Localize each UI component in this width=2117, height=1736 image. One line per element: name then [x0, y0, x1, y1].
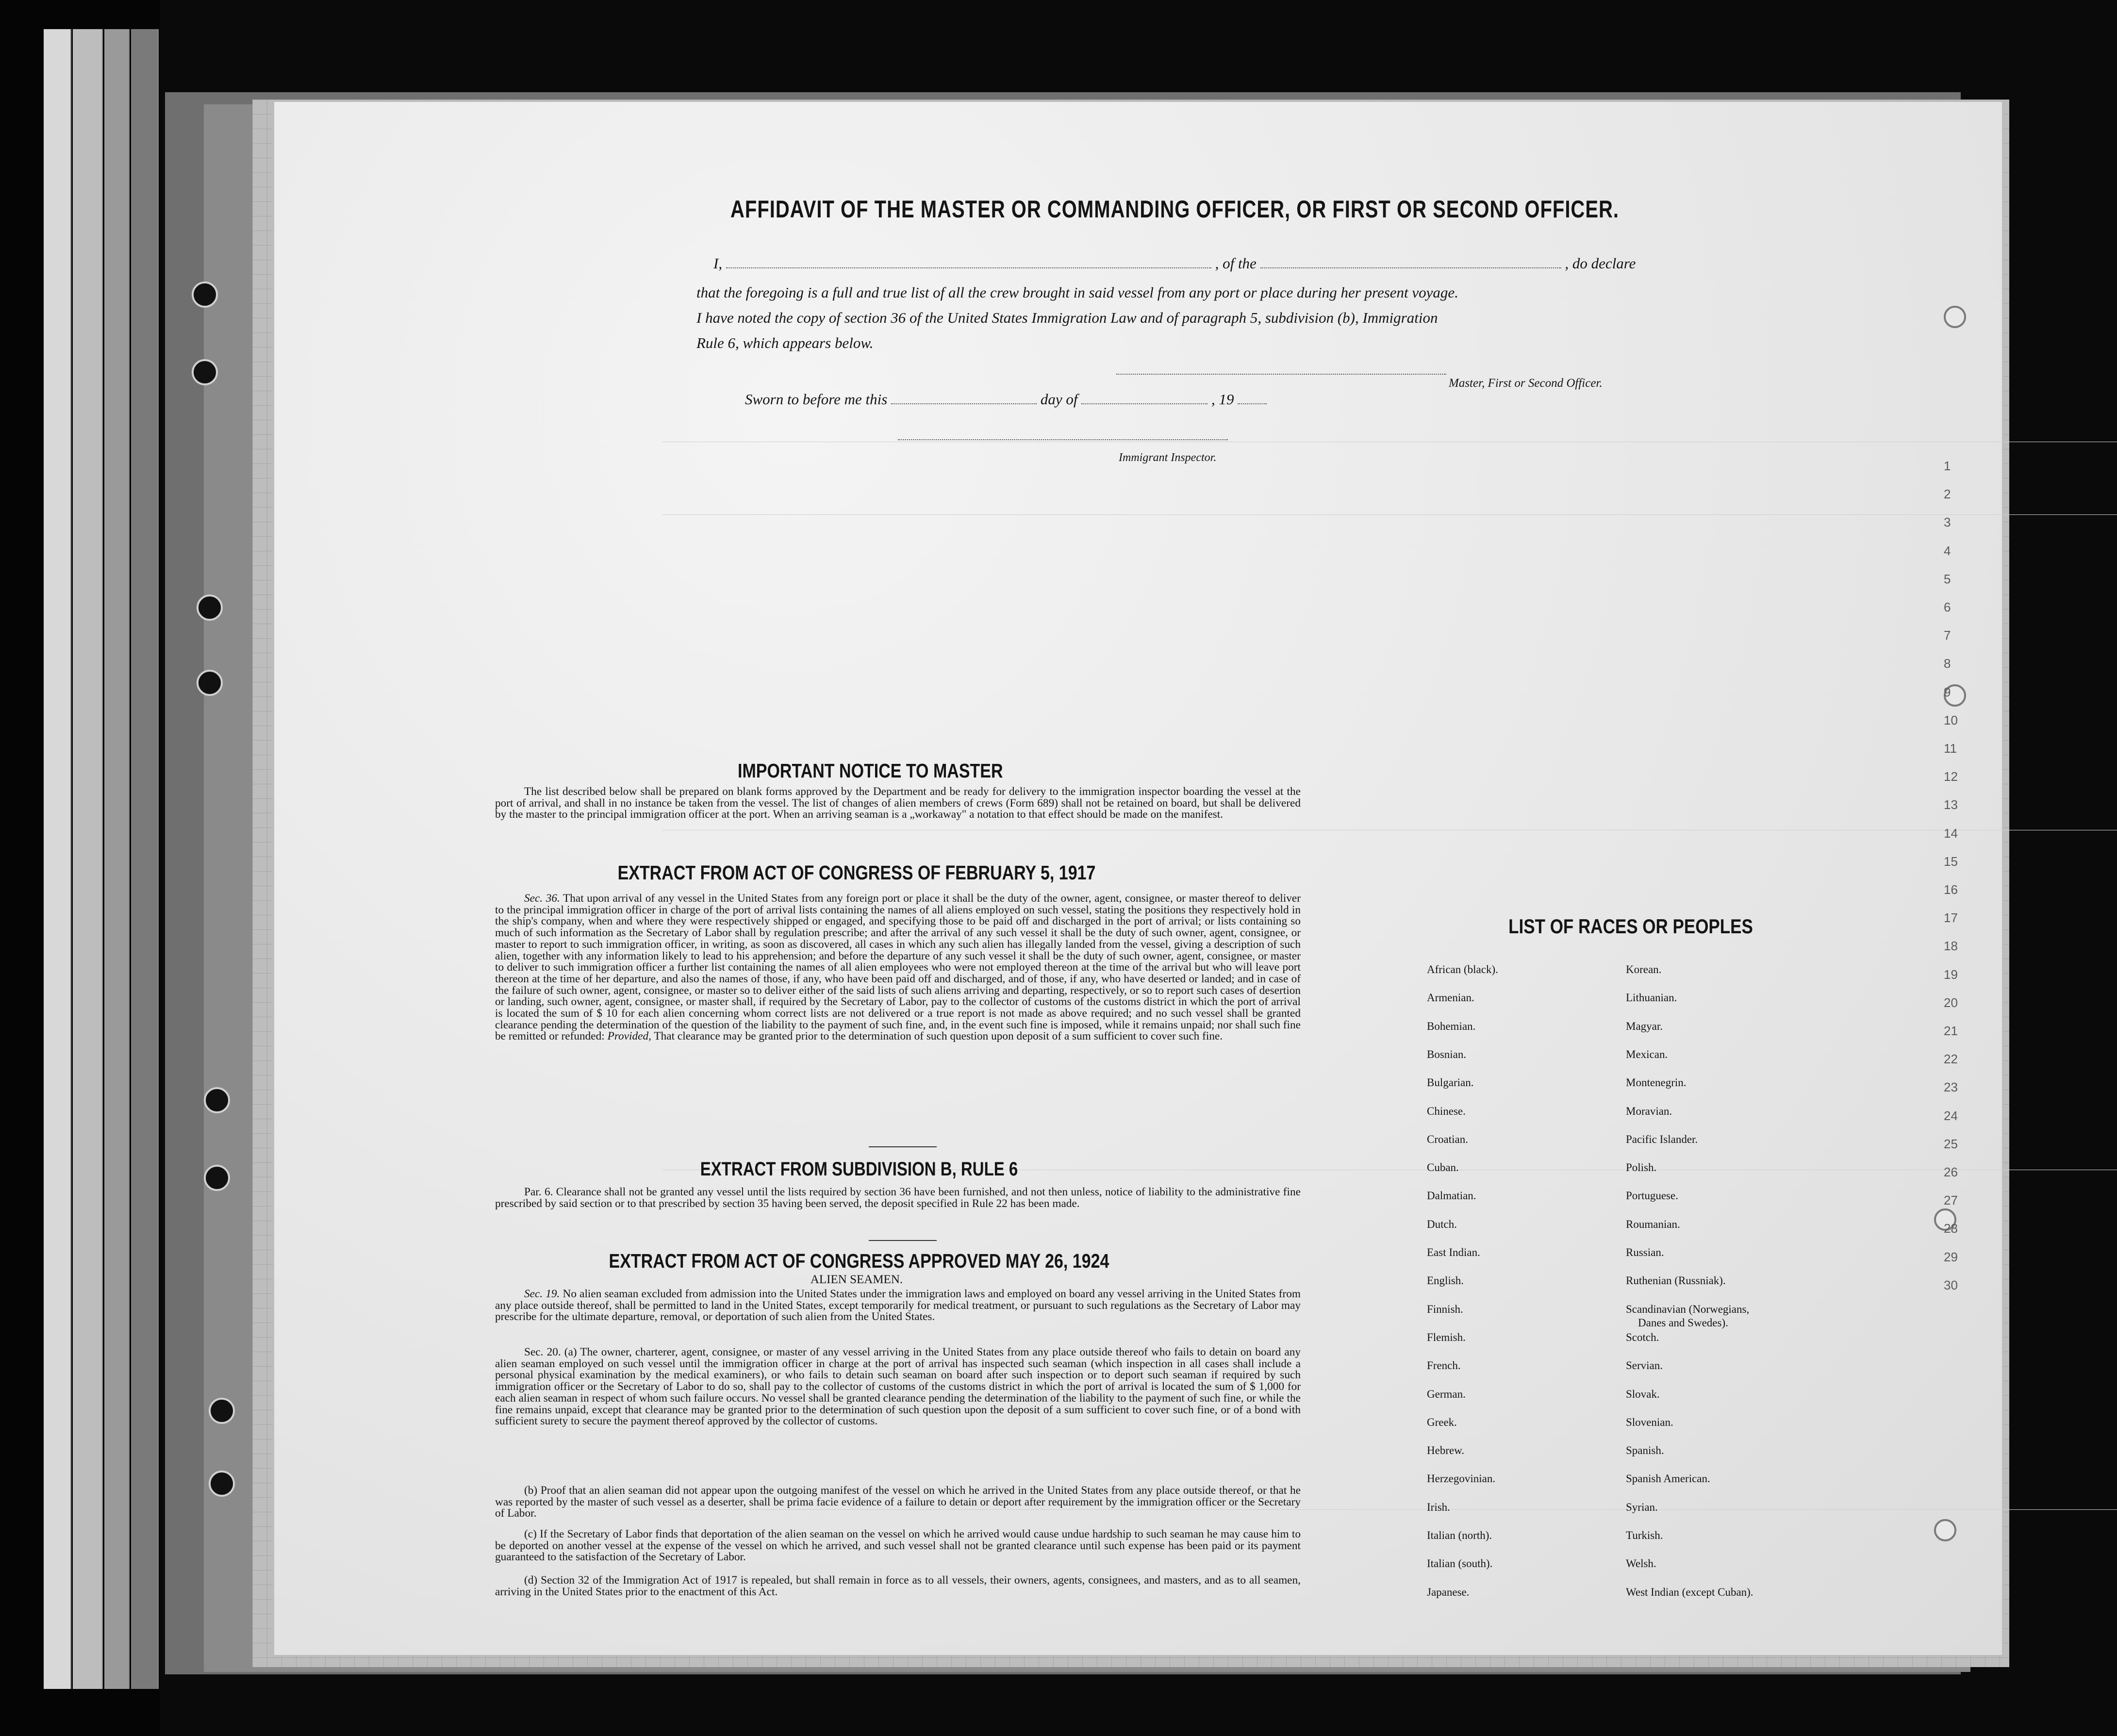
race-item: Greek.	[1427, 1416, 1457, 1428]
row-number: 7	[1944, 628, 1951, 643]
race-item: African (black).	[1427, 963, 1498, 975]
extract-rule6-title: EXTRACT FROM SUBDIVISION B, RULE 6	[700, 1158, 1018, 1180]
affidavit-text: Sworn to before me this	[745, 391, 888, 408]
race-item: Bosnian.	[1427, 1048, 1467, 1060]
row-number: 20	[1944, 995, 1958, 1010]
inspector-label: Immigrant Inspector.	[1119, 451, 1217, 464]
race-item: Bohemian.	[1427, 1020, 1476, 1032]
race-item: Korean.	[1626, 963, 1662, 975]
race-item: Portuguese.	[1626, 1190, 1678, 1202]
affidavit-text: I,	[713, 255, 723, 272]
affidavit-text: I have noted the copy of section 36 of the United States Immigration Law and of paragraph 5, subdivision (b), Immigration	[696, 309, 1438, 326]
row-number: 17	[1944, 910, 1958, 926]
race-item: English.	[1427, 1274, 1464, 1287]
row-number: 11	[1944, 741, 1957, 756]
inspector-blank[interactable]	[898, 439, 1228, 440]
affidavit-declaration-line	[713, 255, 1636, 272]
race-item: Herzegovinian.	[1427, 1472, 1496, 1485]
race-item: Scotch.	[1626, 1331, 1659, 1343]
race-item: French.	[1427, 1359, 1461, 1372]
affidavit-text: day of	[1040, 391, 1078, 408]
race-item: West Indian (except Cuban).	[1626, 1586, 1753, 1598]
race-item: Cuban.	[1427, 1161, 1459, 1174]
row-number: 6	[1944, 600, 1951, 614]
extract-1917-title: EXTRACT FROM ACT OF CONGRESS OF FEBRUARY 5, 1917	[617, 862, 1096, 884]
race-item: Magyar.	[1626, 1020, 1663, 1032]
race-item: Ruthenian (Russniak).	[1626, 1274, 1726, 1287]
race-item: Montenegrin.	[1626, 1076, 1687, 1089]
race-item: Italian (south).	[1427, 1557, 1493, 1570]
section-text: No alien seaman excluded from admission into the United States under the immigration laws and employed on board any vessel arriving in the United States from any place outside thereof, shall be permitted to land in the United States, except temporarily for medical treatment, or pursuant to such regulations as the Secretary of Labor may prescribe for the ultimate departure, removal, or deportation of such alien from the United States.	[495, 1288, 1301, 1323]
race-item: Slovenian.	[1626, 1416, 1673, 1428]
sec-20a-text: Sec. 20. (a) The owner, charterer, agent, consignee, or master of any vessel arriving in the United States from any place outside thereof who fails to detain on board any alien seaman employed on such vessel until the immigration officer in charge at the port of arrival has inspected such seaman (which inspection in all cases shall include a personal physical examination by the medical examiners), or who fails to detain such seaman on board after such inspection or to deport such seaman if required by such immigration officer or the Secretary of Labor to do so, shall pay to the collector of customs of the customs district in which the port of arrival is located the sum of $ 1,000 for each alien seaman in respect of whom such failure occurs. No vessel shall be granted clearance pending the determination of the liability to the payment of such fine, or while the fine remains unpaid, except that clearance may be granted prior to the determination of such question upon the deposit of a sum sufficient to cover such fine, or of a bond with sufficient surety to secure the payment thereof approved by the collector of customs.	[495, 1346, 1301, 1428]
row-number: 5	[1944, 571, 1951, 586]
row-number: 22	[1944, 1052, 1958, 1067]
row-number: 4	[1944, 543, 1951, 558]
row-number: 1	[1944, 459, 1951, 473]
sworn-line	[745, 391, 1267, 408]
row-number: 14	[1944, 826, 1958, 841]
row-number: 12	[1944, 769, 1958, 784]
row-number: 29	[1944, 1249, 1958, 1264]
divider-rule	[869, 1146, 937, 1147]
row-number: 16	[1944, 882, 1958, 897]
notice-text: The list described below shall be prepared on blank forms approved by the Department and be ready for delivery to the immigration inspector boarding the vessel at the port of arrival, and shall in no instance be taken from the vessel. The list of changes of alien members of crews (Form 689) shall not be retained on board, but shall be delivered by the master to the principal immigration officer at the port. When an arriving seaman is a „workaway" a notation to that effect should be made on the manifest.	[495, 785, 1301, 821]
affidavit-text: Rule 6, which appears below.	[696, 334, 874, 351]
race-item: Turkish.	[1626, 1529, 1663, 1541]
row-number: 25	[1944, 1136, 1958, 1151]
affidavit-text: , 19	[1211, 391, 1234, 408]
races-title: LIST OF RACES OR PEOPLES	[1508, 915, 1753, 938]
race-item: Moravian.	[1626, 1105, 1672, 1117]
race-item: Welsh.	[1626, 1557, 1656, 1570]
section-label: Sec. 19.	[524, 1288, 560, 1300]
race-item: East Indian.	[1427, 1246, 1480, 1258]
race-item: Armenian.	[1427, 992, 1474, 1004]
row-number: 9	[1944, 684, 1951, 699]
row-number: 23	[1944, 1080, 1958, 1095]
row-number: 19	[1944, 967, 1958, 982]
row-number: 26	[1944, 1165, 1958, 1179]
race-item: Spanish.	[1626, 1444, 1664, 1457]
affidavit-text: , do declare	[1565, 255, 1636, 272]
proviso-text: That clearance may be granted prior to the determination of such question upon deposit of a sum sufficient to cover such fine.	[654, 1030, 1223, 1043]
month-blank[interactable]	[1081, 403, 1207, 404]
race-item: Irish.	[1427, 1501, 1450, 1513]
section-label: Sec. 36.	[524, 892, 560, 905]
race-item: Spanish American.	[1626, 1472, 1710, 1485]
divider-rule	[869, 1240, 937, 1241]
row-number: 13	[1944, 797, 1958, 812]
race-item: Bulgarian.	[1427, 1076, 1474, 1089]
race-item: Dalmatian.	[1427, 1190, 1476, 1202]
race-item: Italian (north).	[1427, 1529, 1492, 1541]
race-item: Polish.	[1626, 1161, 1657, 1174]
row-number: 2	[1944, 487, 1951, 502]
signature-label: Master, First or Second Officer.	[1449, 377, 1603, 390]
affidavit-title: AFFIDAVIT OF THE MASTER OR COMMANDING OFFICER, OR FIRST OR SECOND OFFICER.	[730, 196, 1619, 223]
race-item: Chinese.	[1427, 1105, 1466, 1117]
row-number: 24	[1944, 1108, 1958, 1123]
race-item: Russian.	[1626, 1246, 1664, 1258]
race-item: Syrian.	[1626, 1501, 1658, 1513]
year-blank[interactable]	[1238, 403, 1267, 404]
row-number: 8	[1944, 656, 1951, 671]
signature-blank[interactable]	[1116, 374, 1446, 375]
row-number: 18	[1944, 939, 1958, 954]
row-number: 10	[1944, 712, 1958, 727]
race-item: Servian.	[1626, 1359, 1663, 1372]
race-item: Hebrew.	[1427, 1444, 1465, 1457]
row-number: 21	[1944, 1024, 1958, 1038]
day-blank[interactable]	[891, 403, 1037, 404]
affidavit-text: , of the	[1215, 255, 1257, 272]
race-item: Scandinavian (Norwegians,	[1626, 1303, 1750, 1315]
race-item: Finnish.	[1427, 1303, 1463, 1315]
extract-rule6-text: Par. 6. Clearance shall not be granted any vessel until the lists required by section 36 have been furnished, and not then unless, notice of liability to the administrative fine prescribed by said section or to that prescribed by section 35 having been served, the deposit specified in Rule 22 has been made.	[495, 1186, 1301, 1210]
race-item: Japanese.	[1427, 1586, 1470, 1598]
sec-20c-text: (c) If the Secretary of Labor finds that deportation of the alien seaman on the vessel on which he arrived would cause undue hardship to such seaman he may cause him to be deported on another vessel at the expense of the vessel on which he arrived, and such vessel shall not be granted clearance until such expense has been paid or its payment guaranteed to the satisfaction of the Secretary of Labor.	[495, 1528, 1301, 1564]
notice-title: IMPORTANT NOTICE TO MASTER	[738, 760, 1003, 782]
sec-19-text	[495, 1289, 1301, 1323]
section-text: That upon arrival of any vessel in the United States from any foreign port or place it shall be the duty of the owner, agent, consignee, or master thereof to deliver to the principal immigration officer in charge of the port of arrival lists containing the names of all aliens employed on such vessel, stating the positions they respectively hold in the ship's company, when and where they were respectively shipped or engaged, and specifying those to be paid off and discharged in the port of arrival; or lists containing so much of such information as the Secretary of Labor shall by regulation prescribe; and after the arrival of any such vessel it shall be the duty of such owner, agent, consignee, or master to report to such immigration officer, in writing, as soon as discovered, all cases in which any such alien has illegally landed from the vessel, giving a description of such alien, together with any information likely to lead to his apprehension; and before the departure of any such vessel it shall be the duty of such owner, agent, consignee, or master to deliver to such immigration officer a further list containing the names of all alien employees who were not employed thereon at the time of the arrival but who will leave port thereon at the time of her departure, and also the names of those, if any, who have been paid off and discharged, and of those, if any, who have deserted or landed; and in case of the failure of such owner, agent, consignee, or master so to deliver either of the said lists of such aliens arriving and departing, respectively, or so to report such cases of desertion or landing, such owner, agent, consignee, or master shall, if required by the Secretary of Labor, pay to the collector of customs of the customs district in which the port of arrival is located the sum of $ 10 for each alien concerning whom correct lists are not delivered or a true report is not made as above required; and no such vessel shall be granted clearance pending the determination of the question of the liability to the payment of such fine, and, in the event such fine is imposed, while it remains unpaid; nor shall such fine be remitted or refunded:	[495, 892, 1301, 1043]
row-number: 30	[1944, 1277, 1958, 1292]
race-item: Dutch.	[1427, 1218, 1457, 1230]
race-item: Mexican.	[1626, 1048, 1668, 1060]
race-item: Slovak.	[1626, 1388, 1660, 1400]
affidavit-text: that the foregoing is a full and true list of all the crew brought in said vessel from any port or place during her present voyage.	[696, 284, 1458, 301]
race-item: Danes and Swedes).	[1638, 1316, 1728, 1329]
race-item: Croatian.	[1427, 1133, 1468, 1145]
name-blank[interactable]	[726, 267, 1211, 268]
row-number: 3	[1944, 515, 1951, 530]
row-number: 15	[1944, 854, 1958, 869]
extract-1924-subtitle: ALIEN SEAMEN.	[810, 1273, 903, 1286]
row-number: 28	[1944, 1221, 1958, 1236]
race-item: German.	[1427, 1388, 1466, 1400]
extract-1924-title: EXTRACT FROM ACT OF CONGRESS APPROVED MAY 26, 1924	[609, 1250, 1109, 1273]
race-item: Roumanian.	[1626, 1218, 1680, 1230]
sec-20b-text: (b) Proof that an alien seaman did not appear upon the outgoing manifest of the vessel on which he arrived in the United States from any place outside thereof, or that he was reported by the master of such vessel as a deserter, shall be prima facie evidence of a failure to detain or deport after requirement by the immigration officer or the Secretary of Labor.	[495, 1484, 1301, 1520]
row-number: 27	[1944, 1193, 1958, 1208]
race-item: Pacific Islander.	[1626, 1133, 1698, 1145]
proviso-label: Provided,	[607, 1030, 651, 1043]
sec-20d-text: (d) Section 32 of the Immigration Act of 1917 is repealed, but shall remain in force as to all vessels, their owners, agents, consignees, and masters, and as to all seamen, arriving in the United States prior to the enactment of this Act.	[495, 1574, 1301, 1598]
extract-1917-text	[495, 893, 1301, 1042]
vessel-blank[interactable]	[1260, 267, 1561, 268]
race-item: Lithuanian.	[1626, 992, 1677, 1004]
race-item: Flemish.	[1427, 1331, 1466, 1343]
